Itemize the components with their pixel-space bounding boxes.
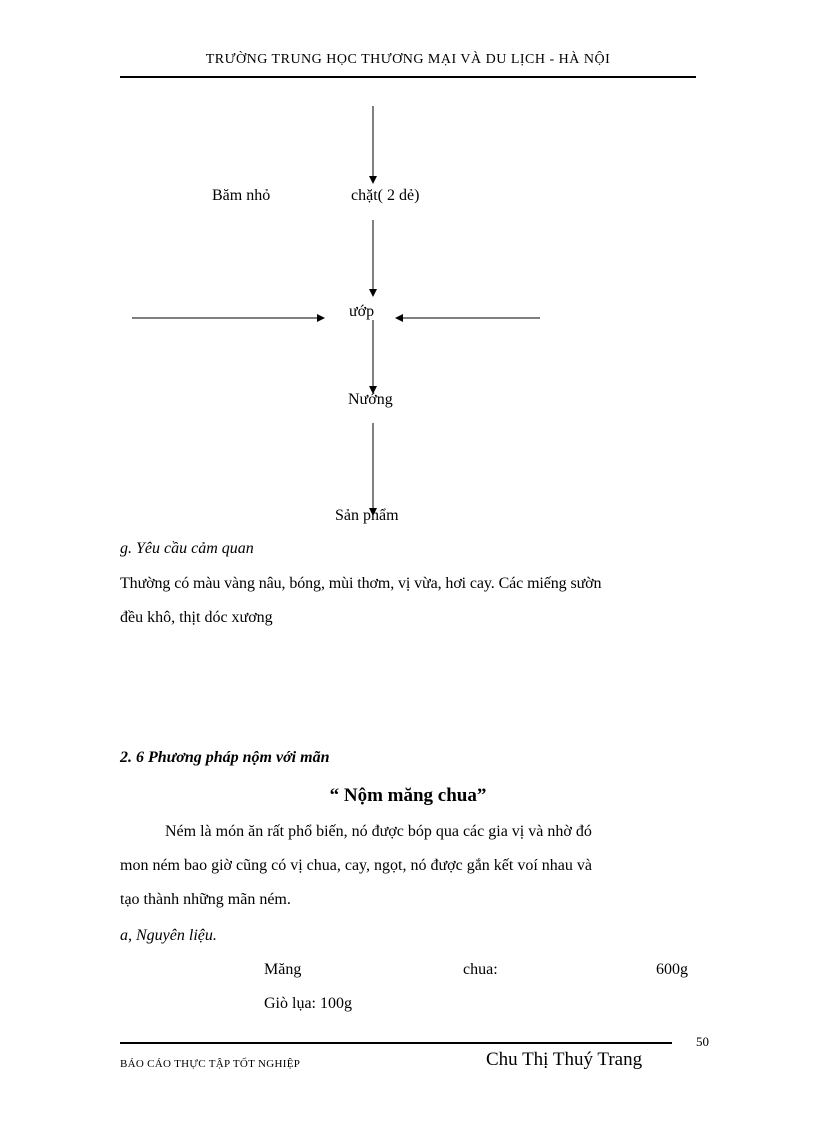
- footer-report-title: BÁO CÁO THỰC TẬP TỐT NGHIỆP: [120, 1058, 301, 1070]
- ingredient-1-type: chua:: [463, 961, 498, 978]
- ingredient-1-qty: 600g: [656, 961, 688, 978]
- section-title: 2. 6 Phương pháp nộm với mãn: [120, 749, 330, 766]
- footer-rule: [120, 1042, 672, 1044]
- page-header-title: TRƯỜNG TRUNG HỌC THƯƠNG MẠI VÀ DU LỊCH - HÀ NỘI: [205, 52, 611, 67]
- ingredient-2: Giò lụa: 100g: [264, 995, 352, 1012]
- paragraph-line-3: tạo thành những mãn ném.: [120, 891, 291, 908]
- paragraph-line-2: mon ném bao giờ cũng có vị chua, cay, ngọt, nó được gắn kết voí nhau và: [120, 857, 592, 874]
- ingredients-heading: a, Nguyên liệu.: [120, 927, 217, 944]
- sensory-heading: g. Yêu cầu cảm quan: [120, 540, 254, 557]
- sensory-line-2: đều khô, thịt dóc xương: [120, 609, 273, 626]
- ingredient-1-name: Măng: [264, 961, 302, 978]
- footer-author: Chu Thị Thuý Trang: [486, 1049, 643, 1070]
- flow-step-nuong: Nướng: [348, 391, 393, 408]
- flowchart-arrows: [0, 0, 816, 560]
- flow-step-bam-nho: Băm nhỏ: [212, 187, 271, 204]
- flow-step-chat: chặt( 2 dẻ): [351, 187, 420, 204]
- flow-step-uop: ướp: [349, 303, 375, 320]
- paragraph-line-1: Ném là món ăn rất phổ biến, nó được bóp qua các gia vị và nhờ đó: [165, 823, 592, 840]
- sensory-line-1: Thường có màu vàng nâu, bóng, mùi thơm, vị vừa, hơi cay. Các miếng sườn: [120, 575, 602, 592]
- page-number: 50: [696, 1034, 709, 1049]
- flow-step-san-pham: Sản phẩm: [335, 507, 399, 524]
- dish-title: “ Nộm măng chua”: [329, 785, 487, 806]
